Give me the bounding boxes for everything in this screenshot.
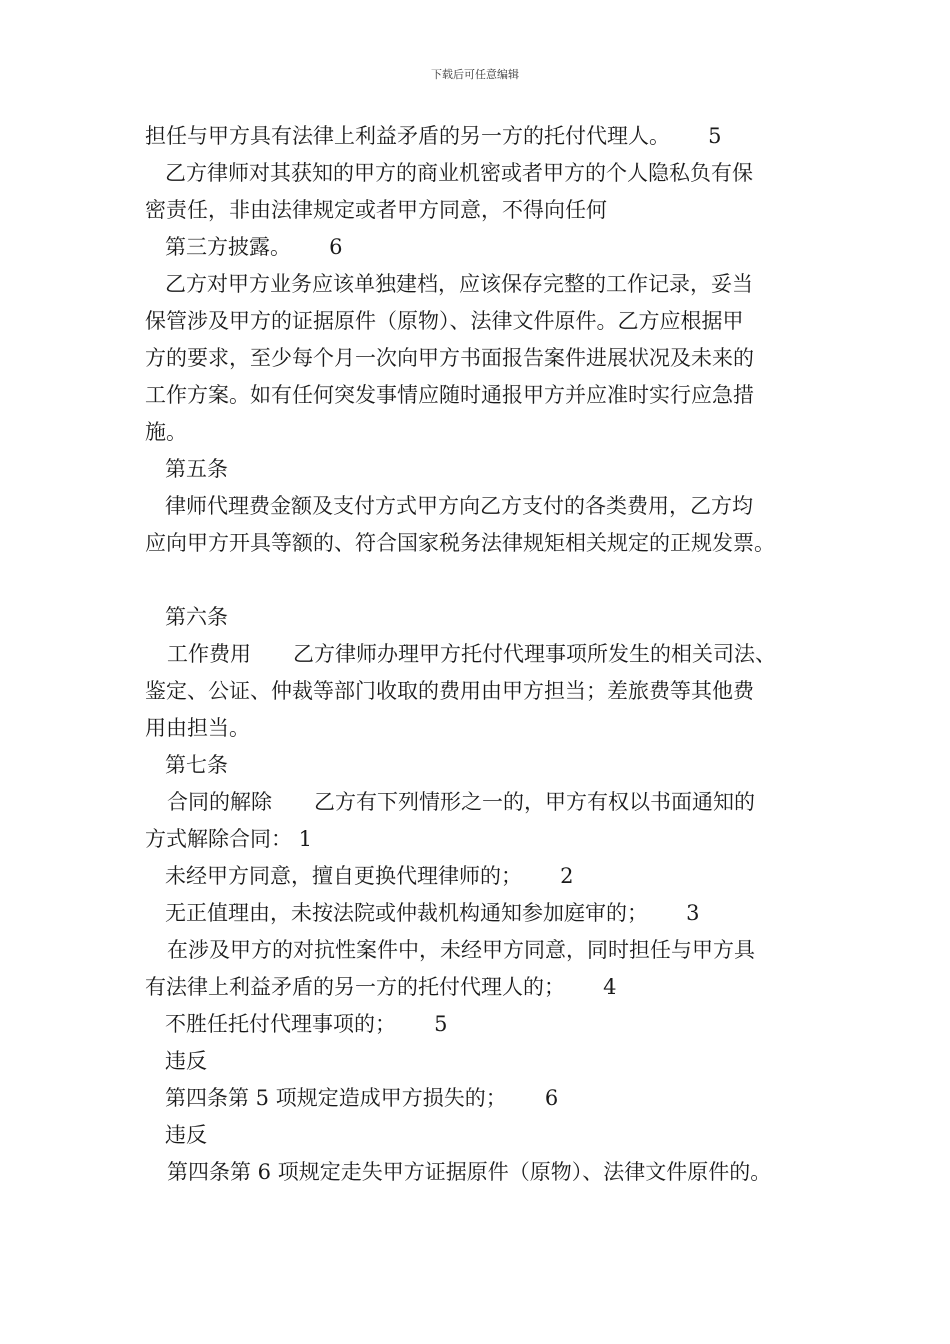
text-line: 用由担当。 bbox=[145, 716, 250, 740]
text-line: 乙方对甲方业务应该单独建档，应该保存完整的工作记录，妥当 bbox=[165, 272, 753, 296]
text-line: 工作费用 乙方律师办理甲方托付代理事项所发生的相关司法、 bbox=[167, 642, 776, 666]
article-heading: 第七条 bbox=[165, 753, 228, 777]
text-line: 保管涉及甲方的证据原件（原物）、法律文件原件。乙方应根据甲 bbox=[145, 309, 744, 333]
text-line: 方式解除合同： 1 bbox=[145, 827, 313, 851]
text-line: 第三方披露。 6 bbox=[165, 235, 343, 259]
text-line: 未经甲方同意，擅自更换代理律师的； 2 bbox=[165, 864, 574, 888]
text-line: 鉴定、公证、仲裁等部门收取的费用由甲方担当；差旅费等其他费 bbox=[145, 679, 754, 703]
text-line: 第四条第 5 项规定造成甲方损失的； 6 bbox=[165, 1086, 559, 1110]
text-line: 密责任，非由法律规定或者甲方同意，不得向任何 bbox=[145, 198, 607, 222]
text-line: 无正值理由，未按法院或仲裁机构通知参加庭审的； 3 bbox=[165, 901, 700, 925]
text-line: 乙方律师对其获知的甲方的商业机密或者甲方的个人隐私负有保 bbox=[165, 161, 753, 185]
article-heading: 第六条 bbox=[165, 605, 228, 629]
page-header: 下载后可任意编辑 bbox=[431, 68, 519, 81]
text-line: 应向甲方开具等额的、符合国家税务法律规矩相关规定的正规发票。 bbox=[145, 531, 775, 555]
document-body bbox=[145, 118, 835, 1191]
text-line: 方的要求，至少每个月一次向甲方书面报告案件进展状况及未来的 bbox=[145, 346, 754, 370]
text-line: 担任与甲方具有法律上利益矛盾的另一方的托付代理人。 5 bbox=[145, 124, 722, 148]
article-heading: 第五条 bbox=[165, 457, 228, 481]
text-line: 工作方案。如有任何突发事情应随时通报甲方并应准时实行应急措 bbox=[145, 383, 754, 407]
text-line: 有法律上利益矛盾的另一方的托付代理人的； 4 bbox=[145, 975, 617, 999]
text-line: 施。 bbox=[145, 420, 187, 444]
text-line: 违反 bbox=[165, 1123, 207, 1147]
text-line: 合同的解除 乙方有下列情形之一的，甲方有权以书面通知的 bbox=[167, 790, 755, 814]
text-line: 第四条第 6 项规定走失甲方证据原件（原物）、法律文件原件的。 bbox=[167, 1160, 772, 1184]
text-line: 在涉及甲方的对抗性案件中，未经甲方同意，同时担任与甲方具 bbox=[167, 938, 755, 962]
blank-line bbox=[145, 562, 835, 599]
text-line: 不胜任托付代理事项的； 5 bbox=[165, 1012, 448, 1036]
text-line: 律师代理费金额及支付方式甲方向乙方支付的各类费用，乙方均 bbox=[165, 494, 753, 518]
text-line: 违反 bbox=[165, 1049, 207, 1073]
